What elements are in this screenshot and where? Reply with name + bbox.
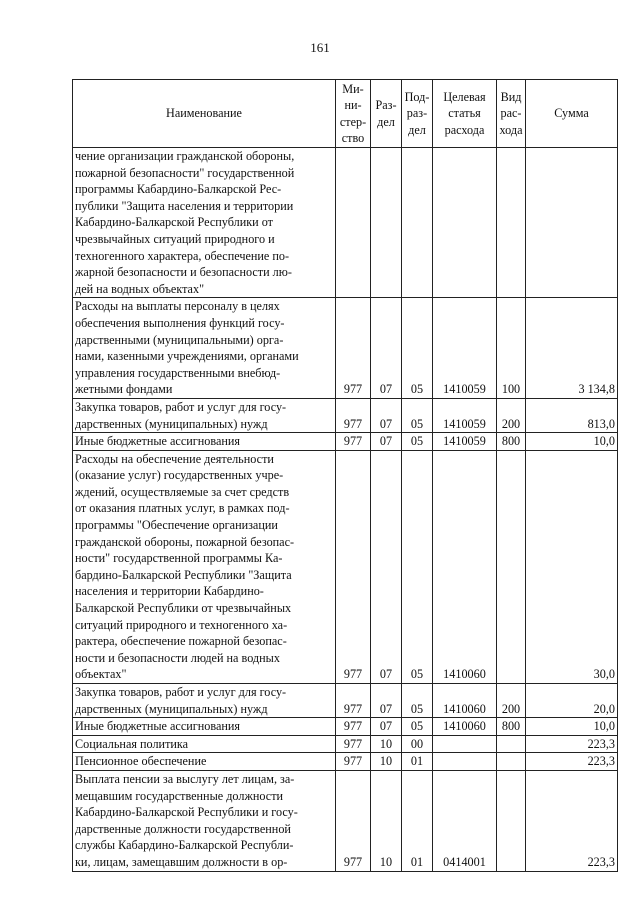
row-target: 1410059 bbox=[433, 398, 497, 432]
table-row bbox=[73, 684, 618, 718]
row-section: 07 bbox=[371, 450, 402, 683]
row-name: Выплата пенсии за выслугу лет лицам, за- мещавшим государственные должности Кабардино-Балкарской Республики и госу- дарственные должности государственной службы Кабардино-Балкарской Республи- ки, лицам, замещавшим должности в ор- bbox=[73, 770, 336, 871]
row-expense-type: 100 bbox=[497, 298, 526, 399]
row-section: 07 bbox=[371, 298, 402, 399]
row-target bbox=[433, 735, 497, 753]
row-name: чение организации гражданской обороны, пожарной безопасности" государственной программы Кабардино-Балкарской Рес- публики "Защита населения и территории Кабардино-Балкарской Республики от чрезвычайных ситуаций природного и техногенного характера, обеспечение по- жарной безопасности и безопасности лю- дей на водных объектах" bbox=[73, 148, 336, 298]
table-row bbox=[73, 450, 618, 683]
row-amount: 223,3 bbox=[526, 753, 618, 771]
row-section: 07 bbox=[371, 398, 402, 432]
row-name: Закупка товаров, работ и услуг для госу- дарственных (муниципальных) нужд bbox=[73, 684, 336, 718]
row-ministry: 977 bbox=[336, 718, 371, 736]
row-subsection bbox=[402, 148, 433, 298]
header-subsection: Под- раз- дел bbox=[402, 80, 433, 148]
row-target bbox=[433, 753, 497, 771]
row-name: Социальная политика bbox=[73, 735, 336, 753]
row-ministry: 977 bbox=[336, 433, 371, 451]
row-subsection: 00 bbox=[402, 735, 433, 753]
table-row bbox=[73, 718, 618, 736]
row-expense-type bbox=[497, 735, 526, 753]
row-amount: 10,0 bbox=[526, 718, 618, 736]
header-target: Целевая статья расхода bbox=[433, 80, 497, 148]
row-section bbox=[371, 148, 402, 298]
row-ministry: 977 bbox=[336, 753, 371, 771]
header-expense-type: Вид рас- хода bbox=[497, 80, 526, 148]
table-row bbox=[73, 753, 618, 771]
row-expense-type bbox=[497, 148, 526, 298]
row-section: 07 bbox=[371, 433, 402, 451]
row-name: Расходы на обеспечение деятельности (оказание услуг) государственных учре- ждений, осуществляемые за счет средств от оказания платных услуг, в рамках под- программы "Обеспечение организации гражданской обороны, пожарной безопас- ности" государственной программы Ка- бардино-Балкарской Республики "Защита населения и территории Кабардино- Балкарской Республики от чрезвычайных ситуаций природного и техногенного ха- рактера, обеспечение пожарной безопас- ности и безопасности людей на водных объектах" bbox=[73, 450, 336, 683]
row-subsection: 01 bbox=[402, 753, 433, 771]
row-subsection: 05 bbox=[402, 398, 433, 432]
row-section: 10 bbox=[371, 770, 402, 871]
table-header-row bbox=[73, 80, 618, 148]
budget-table bbox=[72, 79, 618, 872]
header-name: Наименование bbox=[73, 80, 336, 148]
row-name: Расходы на выплаты персоналу в целях обеспечения выполнения функций госу- дарственными (муниципальными) орга- нами, казенными учреждениями, органами управления государственными внебюд- жетными фондами bbox=[73, 298, 336, 399]
row-ministry: 977 bbox=[336, 684, 371, 718]
table-row bbox=[73, 398, 618, 432]
row-amount bbox=[526, 148, 618, 298]
table-row bbox=[73, 770, 618, 871]
row-amount: 223,3 bbox=[526, 770, 618, 871]
row-section: 07 bbox=[371, 684, 402, 718]
row-expense-type: 800 bbox=[497, 718, 526, 736]
table-row bbox=[73, 433, 618, 451]
row-target: 1410060 bbox=[433, 718, 497, 736]
row-expense-type: 200 bbox=[497, 398, 526, 432]
row-target: 0414001 bbox=[433, 770, 497, 871]
header-section: Раз- дел bbox=[371, 80, 402, 148]
row-section: 10 bbox=[371, 735, 402, 753]
row-amount: 10,0 bbox=[526, 433, 618, 451]
row-amount: 20,0 bbox=[526, 684, 618, 718]
row-name: Пенсионное обеспечение bbox=[73, 753, 336, 771]
row-section: 10 bbox=[371, 753, 402, 771]
row-expense-type bbox=[497, 450, 526, 683]
row-section: 07 bbox=[371, 718, 402, 736]
row-ministry bbox=[336, 148, 371, 298]
row-amount: 223,3 bbox=[526, 735, 618, 753]
row-subsection: 01 bbox=[402, 770, 433, 871]
table-row bbox=[73, 298, 618, 399]
header-ministry: Ми- ни- стер- ство bbox=[336, 80, 371, 148]
row-target: 1410060 bbox=[433, 684, 497, 718]
row-expense-type bbox=[497, 770, 526, 871]
row-ministry: 977 bbox=[336, 298, 371, 399]
row-amount: 3 134,8 bbox=[526, 298, 618, 399]
table-row bbox=[73, 735, 618, 753]
row-name: Иные бюджетные ассигнования bbox=[73, 433, 336, 451]
row-subsection: 05 bbox=[402, 433, 433, 451]
row-expense-type bbox=[497, 753, 526, 771]
row-target: 1410059 bbox=[433, 433, 497, 451]
row-amount: 30,0 bbox=[526, 450, 618, 683]
row-ministry: 977 bbox=[336, 770, 371, 871]
row-name: Закупка товаров, работ и услуг для госу- дарственных (муниципальных) нужд bbox=[73, 398, 336, 432]
header-amount: Сумма bbox=[526, 80, 618, 148]
row-target bbox=[433, 148, 497, 298]
table-row bbox=[73, 148, 618, 298]
row-subsection: 05 bbox=[402, 298, 433, 399]
row-name: Иные бюджетные ассигнования bbox=[73, 718, 336, 736]
row-target: 1410059 bbox=[433, 298, 497, 399]
row-subsection: 05 bbox=[402, 684, 433, 718]
row-amount: 813,0 bbox=[526, 398, 618, 432]
row-target: 1410060 bbox=[433, 450, 497, 683]
page-number: 161 bbox=[310, 40, 330, 55]
row-ministry: 977 bbox=[336, 735, 371, 753]
row-ministry: 977 bbox=[336, 450, 371, 683]
row-expense-type: 800 bbox=[497, 433, 526, 451]
row-subsection: 05 bbox=[402, 718, 433, 736]
row-expense-type: 200 bbox=[497, 684, 526, 718]
row-subsection: 05 bbox=[402, 450, 433, 683]
row-ministry: 977 bbox=[336, 398, 371, 432]
